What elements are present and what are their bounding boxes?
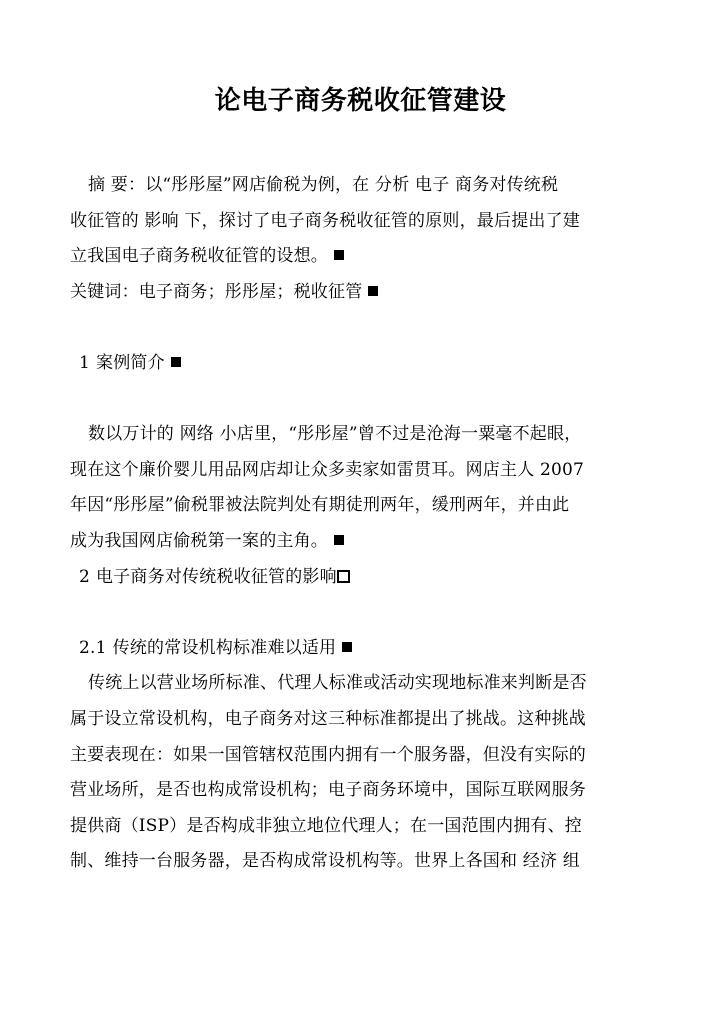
abstract-text-2: 收征管的 影响 下，探讨了电子商务税收征管的原则，最后提出了建 [70, 210, 581, 231]
section-number-1: 1 [79, 352, 91, 373]
section-1-para-line-2 [70, 453, 626, 489]
abstract-text-3: 立我国电子商务税收征管的设想。 [70, 246, 328, 267]
spacer [70, 595, 626, 631]
spacer [70, 310, 626, 346]
section-heading-2 [70, 560, 626, 596]
section-1-para-line-4 [70, 524, 626, 560]
paragraph-end-marker-icon [334, 250, 344, 260]
paragraph-end-marker-icon [334, 535, 344, 545]
section-1-para-line-1 [70, 417, 626, 453]
subsection-2-1-para-line-3 [70, 738, 626, 774]
keywords-line [70, 275, 626, 311]
subsection-2-1-para-line-5 [70, 809, 626, 845]
section-heading-1 [70, 346, 626, 382]
subsection-2-1-text-3: 主要表现在：如果一国管辖权范围内拥有一个服务器，但没有实际的 [70, 744, 586, 765]
subsection-2-1-text-6: 制、维持一台服务器，是否构成常设机构等。世界上各国和 经济 组 [70, 851, 581, 872]
subsection-2-1-text-1: 传统上以营业场所标准、代理人标准或活动实现地标准来判断是否 [88, 673, 587, 694]
subsection-2-1-para-line-2 [70, 702, 626, 738]
subsection-heading-2-1 [70, 631, 626, 667]
abstract-text-1: 摘 要：以“彤彤屋”网店偷税为例，在 分析 电子 商务对传统税 [88, 175, 559, 195]
page-title: 论电子商务税收征管建设 [214, 86, 507, 116]
subsection-number-2-1: 2.1 [79, 637, 107, 658]
subsection-title-2-1: 传统的常设机构标准难以适用 [112, 637, 337, 658]
subsection-2-1-para-line-4 [70, 773, 626, 809]
subsection-2-1-text-5: 提供商（ISP）是否构成非独立地位代理人；在一国范围内拥有、控 [70, 815, 582, 836]
spacer [70, 382, 626, 418]
section-1-para-line-3 [70, 488, 626, 524]
section-number-2: 2 [79, 566, 91, 587]
subsection-2-1-para-line-6 [70, 844, 626, 880]
abstract-line-1 [70, 168, 626, 204]
section-1-text-2: 现在这个廉价婴儿用品网店却让众多卖家如雷贯耳。网店主人 2007 [70, 459, 585, 480]
empty-square-marker-icon [337, 570, 350, 583]
section-title-2: 电子商务对传统税收征管的影响 [96, 566, 337, 587]
abstract-line-3 [70, 239, 626, 275]
subsection-2-1-text-2: 属于设立常设机构，电子商务对这三种标准都提出了挑战。这种挑战 [70, 708, 586, 729]
section-1-text-3: 年因“彤彤屋”偷税罪被法院判处有期徒刑两年，缓刑两年，并由此 [70, 495, 570, 516]
keywords-text: 关键词：电子商务；彤彤屋；税收征管 [70, 281, 363, 302]
section-title-1: 案例简介 [96, 352, 165, 373]
subsection-2-1-text-4: 营业场所，是否也构成常设机构；电子商务环境中，国际互联网服务 [70, 780, 586, 801]
paragraph-end-marker-icon [368, 286, 378, 296]
subsection-2-1-para-line-1 [70, 666, 626, 702]
document-body [70, 168, 626, 880]
paragraph-end-marker-icon [171, 357, 181, 367]
section-1-text-4: 成为我国网店偷税第一案的主角。 [70, 530, 328, 551]
paragraph-end-marker-icon [342, 642, 352, 652]
abstract-line-2 [70, 204, 626, 240]
section-1-text-1: 数以万计的 网络 小店里，“彤彤屋”曾不过是沧海一粟毫不起眼， [88, 424, 582, 445]
